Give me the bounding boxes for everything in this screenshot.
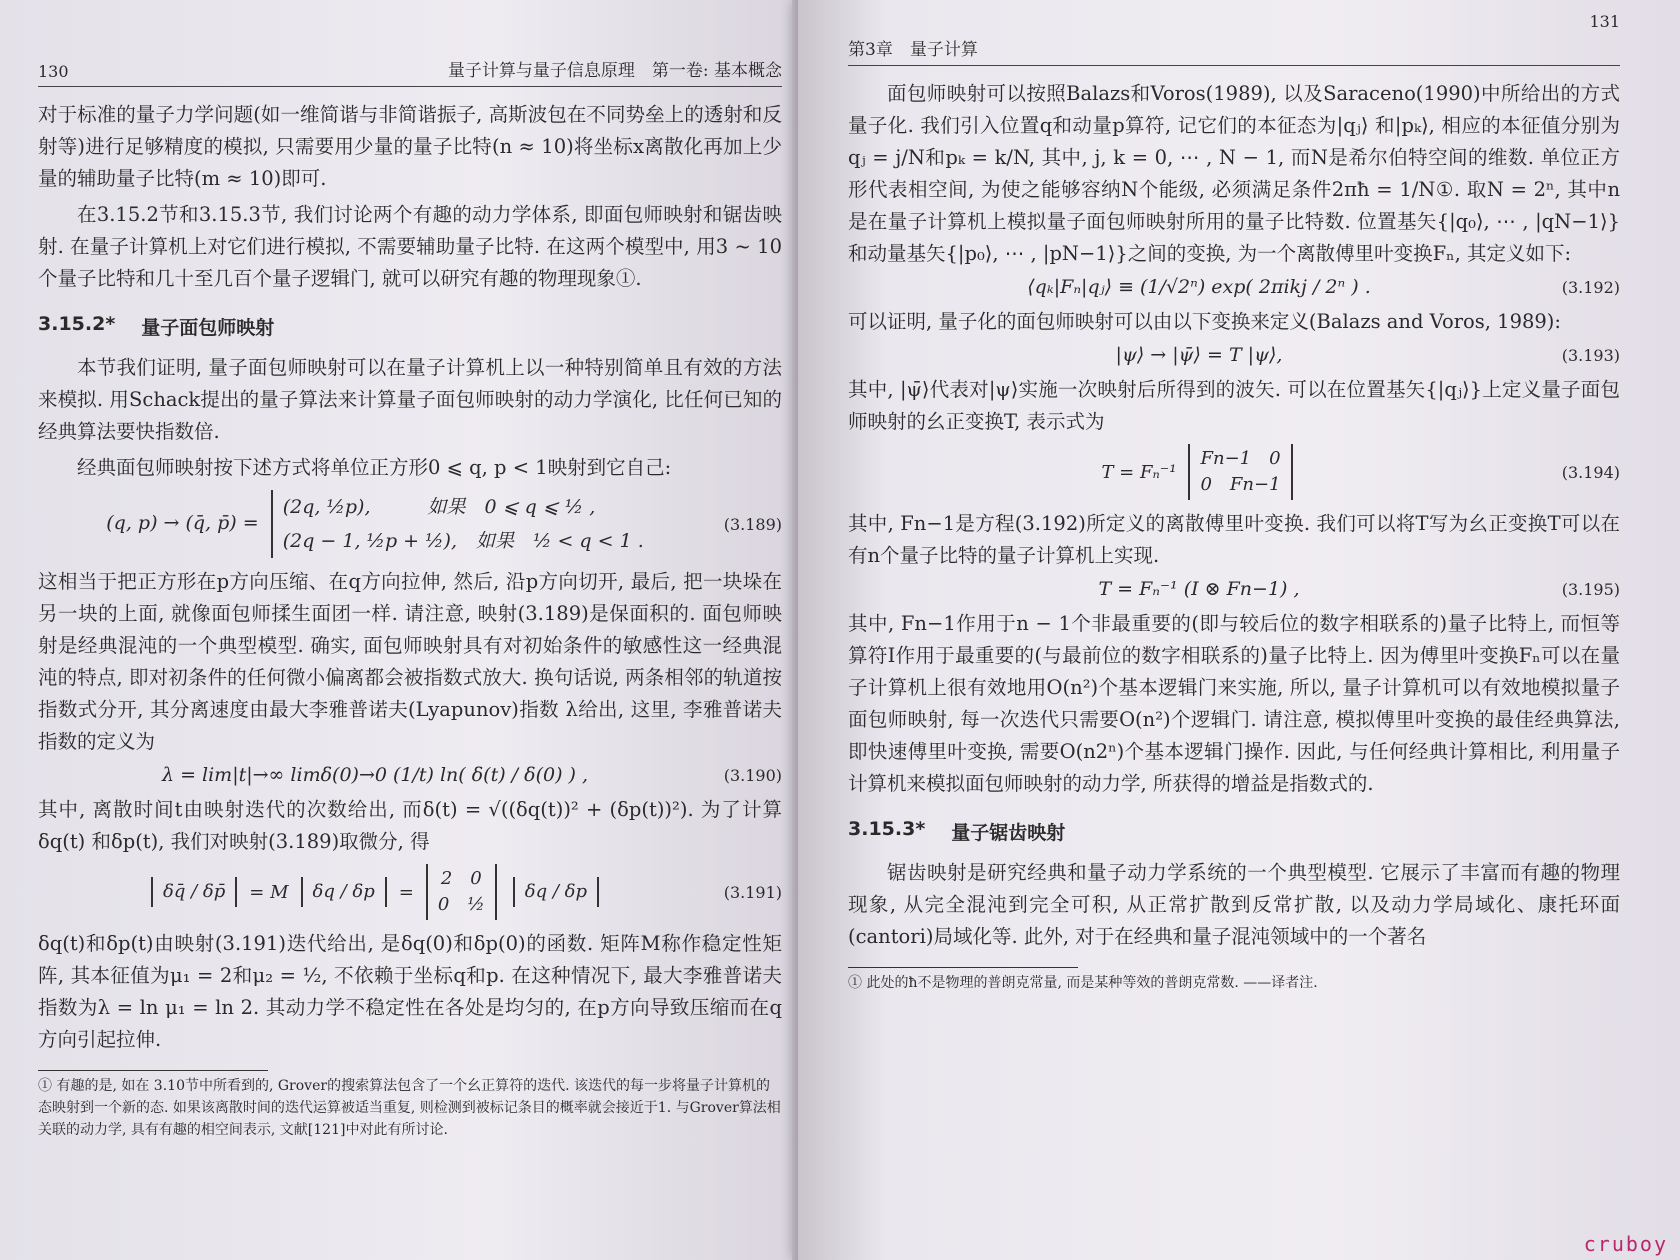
equation-number: (3.191): [723, 882, 782, 902]
left-page-number: 130: [38, 62, 69, 81]
section-heading-3-15-3: [848, 818, 1620, 845]
right-header-title: 第3章 量子计算: [848, 40, 978, 60]
eq191-matrix-row-2: 0 ½: [437, 894, 485, 915]
left-header-title: 量子计算与量子信息原理 第一卷: 基本概念: [447, 61, 782, 81]
eq191-matrix: [426, 864, 497, 920]
equation-number: (3.192): [1561, 277, 1620, 297]
right-page: [798, 0, 1680, 1260]
left-paragraph-4: 经典面包师映射按下述方式将单位正方形0 ⩽ q, p < 1映射到它自己:: [77, 456, 672, 479]
eq194-lhs: T = Fₙ⁻¹: [1101, 461, 1177, 483]
right-paragraph-6: 锯齿映射是研究经典和量子动力学系统的一个典型模型. 它展示了丰富而有趣的物理现象, 从完全混沌到完全可积, 从正常扩散到反常扩散, 以及动力学局域化、康托环面(cantori)局域化等. 此外, 对于在经典和量子混沌领域中的一个著名: [848, 861, 1620, 948]
left-paragraph-2: 在3.15.2节和3.15.3节, 我们讨论两个有趣的动力学体系, 即面包师映射和锯齿映射. 在量子计算机上对它们进行模拟, 不需要辅助量子比特. 在这两个模型中, 用3 ~ 10个量子比特和几十至几百个量子逻辑门, 就可以研究有趣的物理现象①.: [38, 203, 782, 290]
left-running-header: [38, 56, 782, 87]
watermark: cruboy: [1583, 1232, 1668, 1256]
equation-3-189: [38, 490, 782, 558]
left-paragraph-6: 其中, 离散时间t由映射迭代的次数给出, 而δ(t) = √((δq(t))² + (δp(t))²). 为了计算δq(t) 和δp(t), 我们对映射(3.189)取微分, 得: [38, 798, 782, 853]
equation-number: (3.189): [723, 514, 782, 534]
left-paragraph-1: 对于标准的量子力学问题(如一维简谐与非简谐振子, 高斯波包在不同势垒上的透射和反射等)进行足够精度的模拟, 只需要用少量的量子比特(n ≈ 10)将坐标x离散化再加上少量的辅助量子比特(m ≈ 10)即可.: [38, 103, 782, 190]
eq195-body: T = Fₙ⁻¹ (I ⊗ Fn−1) ,: [1098, 578, 1300, 600]
eq189-case-2: (2q − 1, ½p + ½), 如果 ½ < q < 1 .: [282, 530, 644, 552]
eq189-lhs: (q, p) → (q̄, p̄) =: [106, 512, 259, 534]
right-running-header: [848, 35, 1620, 66]
right-page-number: 131: [1589, 12, 1620, 31]
equation-3-194: [848, 444, 1620, 500]
eq189-cases: [271, 490, 644, 558]
eq194-matrix-row-1: Fn−1 0: [1200, 448, 1281, 469]
equation-3-193: [848, 344, 1620, 366]
right-paragraph-2: 可以证明, 量子化的面包师映射可以由以下变换来定义(Balazs and Voros, 1989):: [848, 310, 1561, 333]
section-title: 量子锯齿映射: [951, 822, 1066, 844]
left-page: [0, 0, 820, 1260]
left-footnote: ① 有趣的是, 如在 3.10节中所看到的, Grover的搜索算法包含了一个幺正算符的迭代. 该迭代的每一步将量子计算机的态映射到一个新的态. 如果该离散时间的迭代运算被适当重复, 则检测到被标记条目的概率就会接近于1. 与Grover算法相关联的动力学, 具有有趣的相空间表示, 文献[121]中对此有所讨论.: [38, 1078, 781, 1138]
equation-3-192: [848, 276, 1620, 298]
equation-number: (3.190): [723, 765, 782, 785]
eq191-equals: =: [398, 881, 414, 903]
right-paragraph-5: 其中, Fn−1作用于n − 1个非最重要的(即与较后位的数字相联系的)量子比特上, 而恒等算符I作用于最重要的(与最前位的数字相联系的)量子比特上. 因为傅里叶变换Fₙ可以在量子计算机上很有效地用O(n²)个基本逻辑门来实施, 所以, 量子计算机可以有效地模拟量子面包师映射, 每一次迭代只需要O(n²)个逻辑门. 请注意, 模拟傅里叶变换的最佳经典算法, 即快速傅里叶变换, 需要O(n2ⁿ)个基本逻辑门操作. 因此, 与任何经典计算相比, 利用量子计算机来模拟面包师映射的动力学, 所获得的增益是指数式的.: [848, 612, 1620, 795]
equation-number: (3.193): [1561, 345, 1620, 365]
equation-3-195: [848, 578, 1620, 600]
left-paragraph-5: 这相当于把正方形在p方向压缩、在q方向拉伸, 然后, 沿p方向切开, 最后, 把一块垛在另一块的上面, 就像面包师揉生面团一样. 请注意, 映射(3.189)是保面积的. 面包师映射是经典混沌的一个典型模型. 确实, 面包师映射具有对初始条件的敏感性这一经典混沌的特点, 即对初条件的任何微小偏离都会被指数式放大. 换句话说, 两条相邻的轨道按指数式分开, 其分离速度由最大李雅普诺夫(Lyapunov)指数 λ给出, 这里, 李雅普诺夫指数的定义为: [38, 570, 782, 753]
eq191-matrix-row-1: 2 0: [440, 868, 482, 889]
left-paragraph-3: 本节我们证明, 量子面包师映射可以在量子计算机上以一种特别简单且有效的方法来模拟. 用Schack提出的量子算法来计算量子面包师映射的动力学演化, 比任何已知的经典算法要快指数倍.: [38, 356, 782, 443]
eq193-body: |ψ⟩ → |ψ̄⟩ = T |ψ⟩,: [1115, 344, 1283, 366]
equation-3-190: [38, 764, 782, 786]
eq194-matrix: [1188, 444, 1292, 500]
eq191-vector-bar: δq̄ / δp̄: [151, 877, 237, 907]
eq191-equals-m: = M: [249, 881, 289, 903]
eq189-case-1: (2q, ½p), 如果 0 ⩽ q ⩽ ½ ,: [282, 496, 596, 518]
right-paragraph-4: 其中, Fn−1是方程(3.192)所定义的离散傅里叶变换. 我们可以将T写为幺正变换T可以在有n个量子比特的量子计算机上实现.: [848, 512, 1620, 567]
equation-3-191: [38, 864, 782, 920]
footnote-rule: [38, 1070, 268, 1071]
eq190-body: λ = lim|t|→∞ limδ(0)→0 (1/t) ln( δ(t) / δ(0) ) ,: [161, 764, 589, 786]
equation-number: (3.194): [1561, 462, 1620, 482]
eq191-vector-rhs: δq / δp: [513, 877, 599, 907]
right-footnote: ① 此处的ħ不是物理的普朗克常量, 而是某种等效的普朗克常数. ——译者注.: [848, 975, 1318, 991]
right-paragraph-1: 面包师映射可以按照Balazs和Voros(1989), 以及Saraceno(1990)中所给出的方式量子化. 我们引入位置q和动量p算符, 记它们的本征态为|qⱼ⟩ 和|pₖ⟩, 相应的本征值分别为qⱼ = j/N和pₖ = k/N, 其中, j, k = 0, ⋯ , N − 1, 而N是希尔伯特空间的维数. 单位正方形代表相空间, 为使之能够容纳N个能级, 必须满足条件2πħ = 1/N①. 取N = 2ⁿ, 其中n是在量子计算机上模拟量子面包师映射所用的量子比特数. 位置基矢{|q₀⟩, ⋯ , |qN−1⟩}和动量基矢{|p₀⟩, ⋯ , |pN−1⟩}之间的变换, 为一个离散傅里叶变换Fₙ, 其定义如下:: [848, 82, 1620, 265]
eq192-body: ⟨qₖ|Fₙ|qⱼ⟩ ≡ (1/√2ⁿ) exp( 2πikj / 2ⁿ ) .: [1027, 276, 1371, 298]
section-number: 3.15.3*: [848, 818, 926, 840]
footnote-rule: [848, 967, 1078, 968]
section-title: 量子面包师映射: [141, 317, 275, 339]
right-paragraph-3: 其中, |ψ̄⟩代表对|ψ⟩实施一次映射后所得到的波矢. 可以在位置基矢{|qⱼ⟩}上定义量子面包师映射的幺正变换T, 表示式为: [848, 378, 1620, 433]
left-paragraph-7: δq(t)和δp(t)由映射(3.191)迭代给出, 是δq(0)和δp(0)的函数. 矩阵M称作稳定性矩阵, 其本征值为μ₁ = 2和μ₂ = ½, 不依赖于坐标q和p. 在这种情况下, 最大李雅普诺夫指数为λ = ln μ₁ = ln 2. 其动力学不稳定性在各处是均匀的, 在p方向导致压缩而在q方向引起拉伸.: [38, 932, 782, 1051]
equation-number: (3.195): [1561, 579, 1620, 599]
eq191-vector: δq / δp: [301, 877, 387, 907]
section-number: 3.15.2*: [38, 313, 116, 335]
eq194-matrix-row-2: 0 Fn−1: [1200, 474, 1281, 495]
section-heading-3-15-2: [38, 313, 782, 340]
